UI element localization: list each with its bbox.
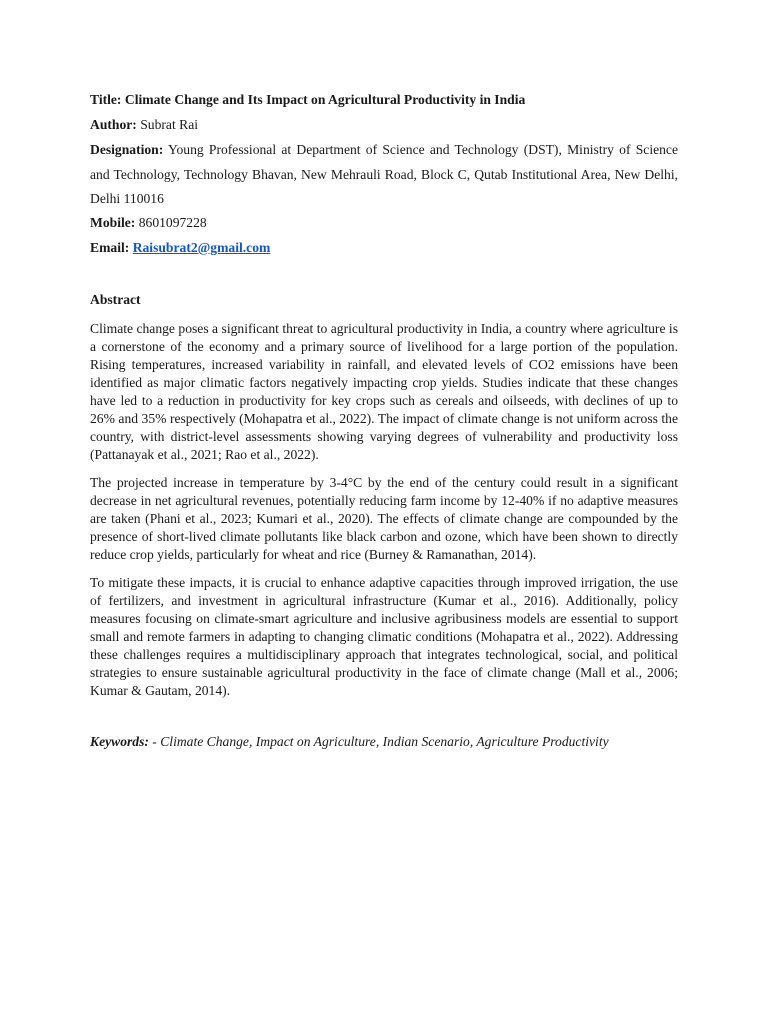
abstract-paragraph: To mitigate these impacts, it is crucial to enhance adaptive capacities through improved irrigation, the use of fertilizers, and investment in agricultural infrastructure (Kumar et al., 2016). Additionally, policy measures focusing on climate-smart agriculture and inclusive agribusiness models are essential to support small and remote farmers in adapting to changing climatic conditions (Mohapatra et al., 2022). Addressing these challenges requires a multidisciplinary approach that integrates technological, social, and political strategies to ensure sustainable agricultural productivity in the face of climate change (Mall et al., 2006; Kumar & Gautam, 2014). xyxy=(90,575,678,698)
designation-line xyxy=(90,138,678,212)
keywords-text: - Climate Change, Impact on Agriculture, Indian Scenario, Agriculture Productivity xyxy=(148,734,609,749)
author-line xyxy=(90,113,198,138)
keywords-line xyxy=(90,730,609,754)
keywords-label: Keywords: xyxy=(90,734,149,749)
mobile-number: 8601097228 xyxy=(138,215,207,230)
author-label: Author: xyxy=(90,117,137,132)
email-link[interactable]: Raisubrat2@gmail.com xyxy=(132,240,271,255)
email-line xyxy=(90,236,270,261)
designation-label: Designation: xyxy=(90,142,164,157)
email-label: Email: xyxy=(90,240,130,255)
designation-text: Young Professional at Department of Science and Technology (DST), Ministry of Science and Technology, Technology Bhavan, New Mehrauli Road, Block C, Qutab Institutional Area, New Delhi, Delhi 110016 xyxy=(90,142,678,206)
abstract-heading: Abstract xyxy=(90,292,141,307)
abstract-paragraph: Climate change poses a significant threat to agricultural productivity in India, a country where agriculture is a cornerstone of the economy and a primary source of livelihood for a large portion of the population. Rising temperatures, increased variability in rainfall, and elevated levels of CO2 emissions have been identified as major climatic factors negatively impacting crop yields. Studies indicate that these changes have led to a reduction in productivity for key crops such as cereals and oilseeds, with declines of up to 26% and 35% respectively (Mohapatra et al., 2022). The impact of climate change is not uniform across the country, with district-level assessments showing varying degrees of vulnerability and productivity loss (Pattanayak et al., 2021; Rao et al., 2022). xyxy=(90,321,678,462)
author-name: Subrat Rai xyxy=(140,117,199,132)
title-label: Title: xyxy=(90,92,122,107)
paper-title xyxy=(90,88,525,113)
title-text: Climate Change and Its Impact on Agricultural Productivity in India xyxy=(124,92,526,107)
abstract-body xyxy=(90,320,678,710)
abstract-paragraph: The projected increase in temperature by 3-4°C by the end of the century could result in a significant decrease in net agricultural revenues, potentially reducing farm income by 12-40% if no adaptive measures are taken (Phani et al., 2023; Kumari et al., 2020). The effects of climate change are compounded by the presence of short-lived climate pollutants like black carbon and ozone, which have been shown to directly reduce crop yields, particularly for wheat and rice (Burney & Ramanathan, 2014). xyxy=(90,475,678,562)
mobile-line xyxy=(90,211,207,236)
mobile-label: Mobile: xyxy=(90,215,136,230)
